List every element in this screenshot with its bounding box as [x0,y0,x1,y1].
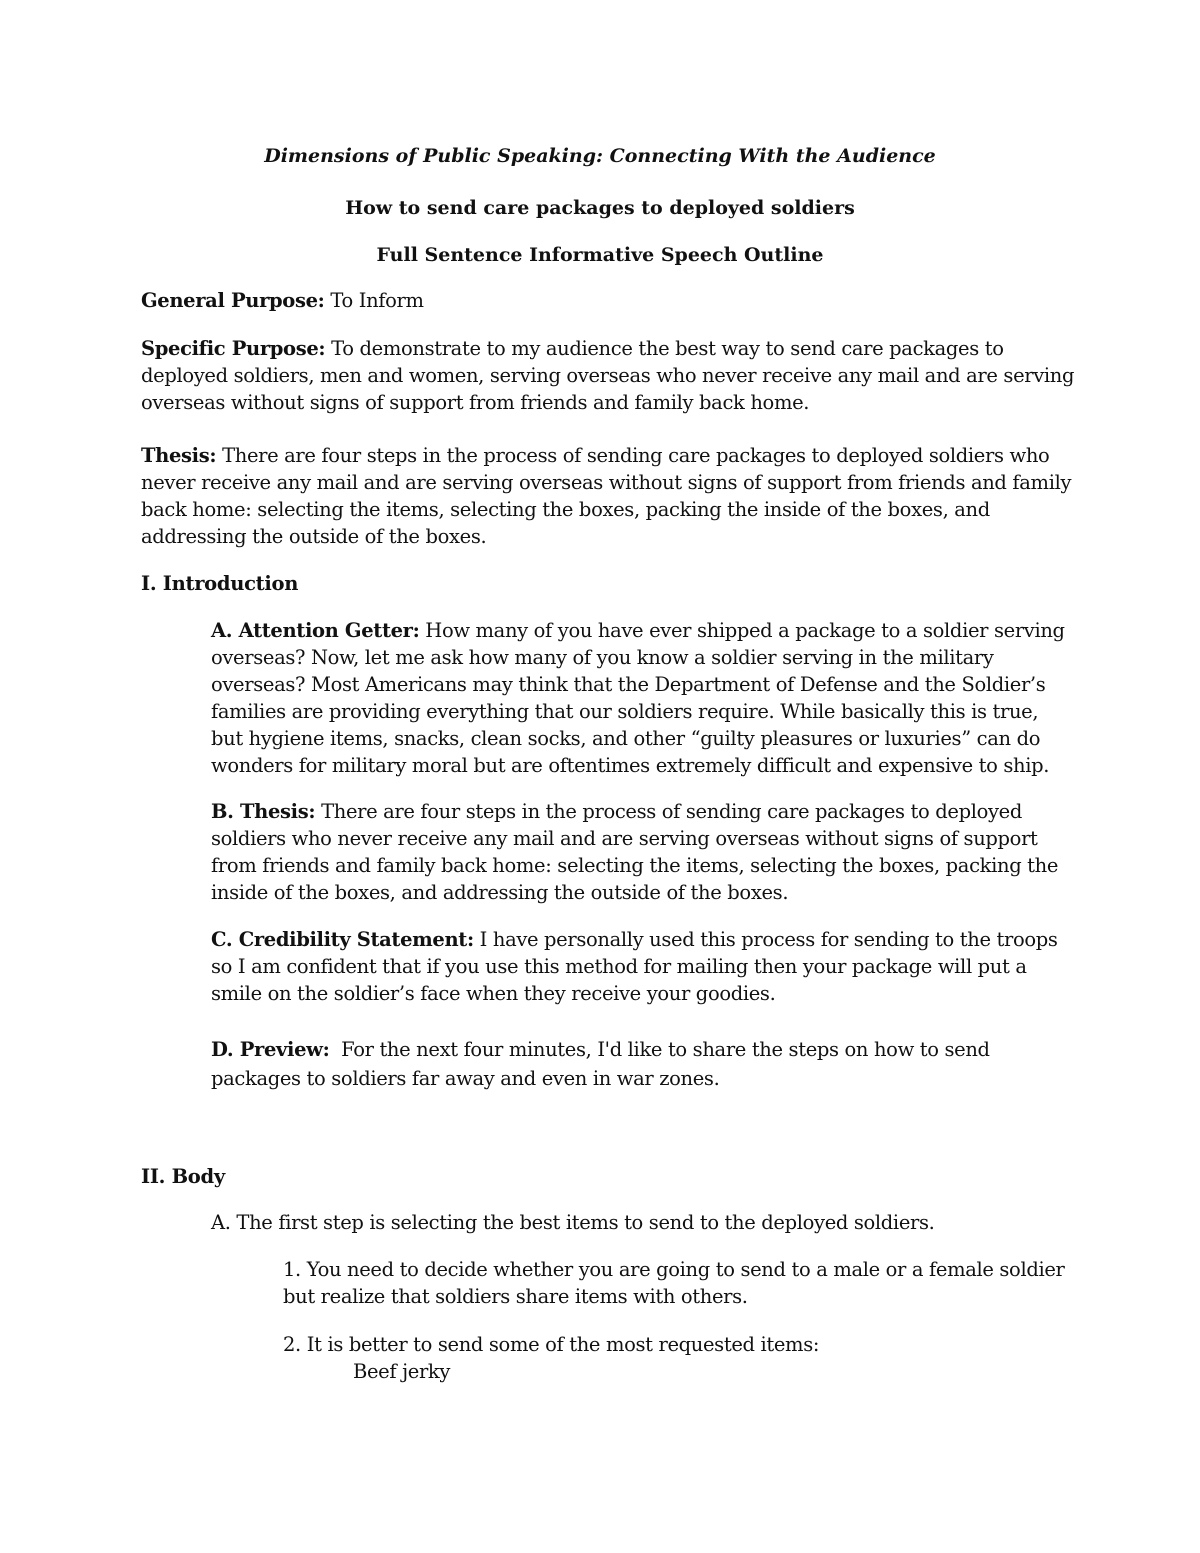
credibility-label: C. Credibility Statement: [211,928,474,951]
general-purpose-text: To Inform [330,289,424,312]
attention-getter-line: families are providing everything that our soldiers require. While basically this is true, [211,700,1039,723]
attention-getter-line: overseas? Now, let me ask how many of you know a soldier serving in the military [211,646,994,669]
body-item-2-text: 2. It is better to send some of the most requested items: [283,1333,820,1356]
intro-thesis-line: inside of the boxes, and addressing the outside of the boxes. [211,881,789,904]
attention-getter-line: overseas? Most Americans may think that the Department of Defense and the Soldier’s [211,673,1046,696]
body-item-1-line: but realize that soldiers share items with others. [283,1285,748,1308]
intro-thesis-line: There are four steps in the process of sending care packages to deployed [321,800,1023,823]
body-step-a [211,1209,934,1236]
body-heading: II. Body [141,1165,225,1188]
thesis-line: There are four steps in the process of sending care packages to deployed soldiers who [222,444,1050,467]
body-item-2 [283,1331,819,1358]
attention-getter-label: A. Attention Getter: [211,619,420,642]
thesis-line: addressing the outside of the boxes. [141,525,487,548]
specific-purpose-line: To demonstrate to my audience the best way to send care packages to [331,337,1004,360]
intro-thesis-label: B. Thesis: [211,800,316,823]
thesis-label: Thesis: [141,444,217,467]
intro-thesis [211,798,1058,906]
general-purpose-label: General Purpose: [141,289,325,312]
introduction-heading: I. Introduction [141,572,299,595]
body-item-1-line: 1. You need to decide whether you are going to send to a male or a female soldier [283,1258,1065,1281]
preview-label: D. Preview: [211,1038,330,1061]
document-title: Dimensions of Public Speaking: Connecting With the Audience [264,145,936,167]
preview-line: For the next four minutes, I'd like to share the steps on how to send [341,1038,990,1061]
list-item: Beef jerky [353,1360,451,1383]
thesis-line: never receive any mail and are serving overseas without signs of support from friends and family [141,471,1072,494]
attention-getter-line: wonders for military moral but are oftentimes extremely difficult and expensive to ship. [211,754,1050,777]
specific-purpose-label: Specific Purpose: [141,337,326,360]
requested-items-list [353,1358,450,1385]
specific-purpose [141,335,1074,416]
intro-thesis-line: soldiers who never receive any mail and are serving overseas without signs of support [211,827,1038,850]
attention-getter-line: but hygiene items, snacks, clean socks, and other “guilty pleasures or luxuries” can do [211,727,1041,750]
credibility-line: smile on the soldier’s face when they receive your goodies. [211,982,776,1005]
general-purpose [141,287,424,314]
credibility-statement [211,926,1058,1007]
credibility-line: I have personally used this process for sending to the troops [479,928,1058,951]
speech-topic: How to send care packages to deployed soldiers [345,197,855,219]
outline-type: Full Sentence Informative Speech Outline [376,244,824,266]
thesis [141,442,1071,550]
body-item-1 [283,1256,1065,1310]
intro-thesis-line: from friends and family back home: selecting the items, selecting the boxes, packing the [211,854,1059,877]
attention-getter-line: How many of you have ever shipped a package to a soldier serving [425,619,1065,642]
preview-line: packages to soldiers far away and even in war zones. [211,1067,720,1090]
body-step-a-text: A. The first step is selecting the best items to send to the deployed soldiers. [211,1211,935,1234]
specific-purpose-line: overseas without signs of support from friends and family back home. [141,391,810,414]
specific-purpose-line: deployed soldiers, men and women, serving overseas who never receive any mail and are serving [141,364,1075,387]
thesis-line: back home: selecting the items, selecting the boxes, packing the inside of the boxes, and [141,498,990,521]
credibility-line: so I am confident that if you use this method for mailing then your package will put a [211,955,1027,978]
attention-getter [211,617,1065,779]
preview [211,1035,990,1093]
